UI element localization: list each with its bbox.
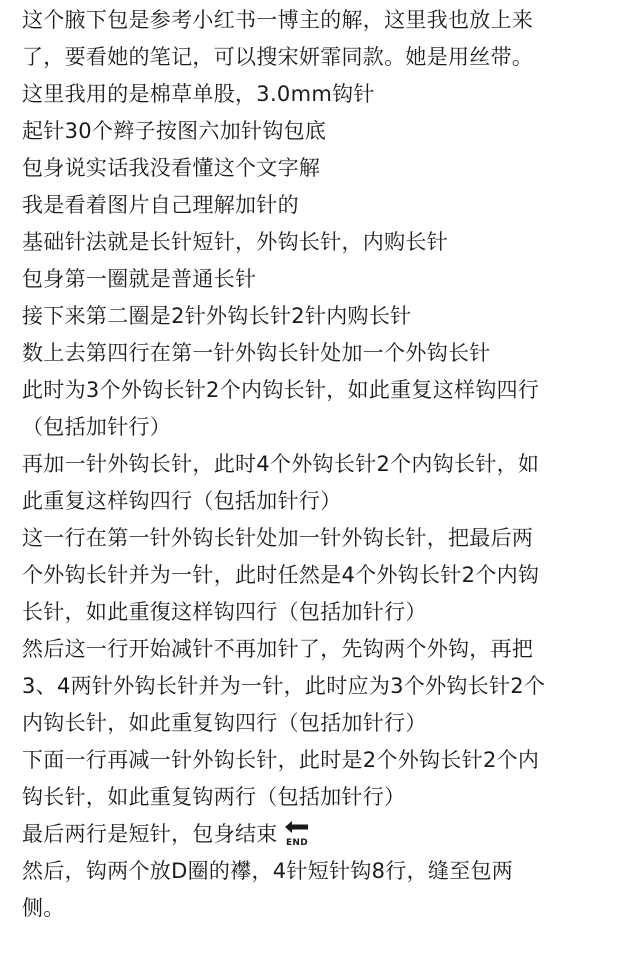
text-line-1: 这个腋下包是参考小红书一博主的解，这里我也放上来 (22, 8, 534, 32)
text-line-24: 然后，钩两个放D圈的襻，4针短针钩8行，缝至包两 (22, 859, 514, 883)
text-line-25: 侧。 (22, 896, 65, 920)
end-icon-label: END (285, 838, 308, 847)
text-line-7: 基础针法就是长针短针，外钩长针，内购长针 (22, 230, 448, 254)
text-line-14: 此重复这样钩四行（包括加针行） (22, 489, 342, 513)
text-line-23-wrap (22, 816, 612, 853)
text-line-11: 此时为3个外钩长针2个内钩长针，如此重复这样钩四行 (22, 378, 540, 402)
end-arrow-icon (282, 819, 312, 847)
text-line-16: 个外钩长针并为一针，此时任然是4个外钩长针2个内钩 (22, 563, 540, 587)
text-line-17: 长针，如此重復这样钩四行（包括加针行） (22, 600, 427, 624)
text-line-9: 接下来第二圈是2针外钩长针2针内购长针 (22, 304, 412, 328)
text-line-21: 下面一行再减一针外钩长针，此时是2个外钩长针2个内 (22, 748, 540, 772)
text-line-22: 钩长针，如此重复钩两行（包括加针行） (22, 785, 406, 809)
note-text (22, 2, 612, 927)
text-line-2: 了，要看她的笔记，可以搜宋妍霏同款。她是用丝带。 (22, 45, 534, 69)
text-line-15: 这一行在第一针外钩长针处加一针外钩长针，把最后两 (22, 526, 534, 550)
text-line-3: 这里我用的是棉草单股，3.0mm钩针 (22, 82, 375, 106)
text-line-5: 包身说实话我没看懂这个文字解 (22, 156, 321, 180)
text-line-18: 然后这一行开始减针不再加针了，先钩两个外钩，再把 (22, 637, 534, 661)
text-line-13: 再加一针外钩长针，此时4个外钩长针2个内钩长针，如 (22, 452, 540, 476)
text-line-8: 包身第一圈就是普通长针 (22, 267, 257, 291)
text-line-23: 最后两行是短针，包身结束 (22, 822, 278, 846)
text-line-10: 数上去第四行在第一针外钩长针处加一个外钩长针 (22, 341, 491, 365)
text-line-20: 内钩长针，如此重复钩四行（包括加针行） (22, 711, 427, 735)
text-line-4: 起针30个辫子按图六加针钩包底 (22, 119, 327, 143)
text-line-19: 3、4两针外钩长针并为一针，此时应为3个外钩长针2个 (22, 674, 546, 698)
text-line-12: （包括加针行） (22, 415, 172, 439)
text-line-6: 我是看着图片自己理解加针的 (22, 193, 299, 217)
